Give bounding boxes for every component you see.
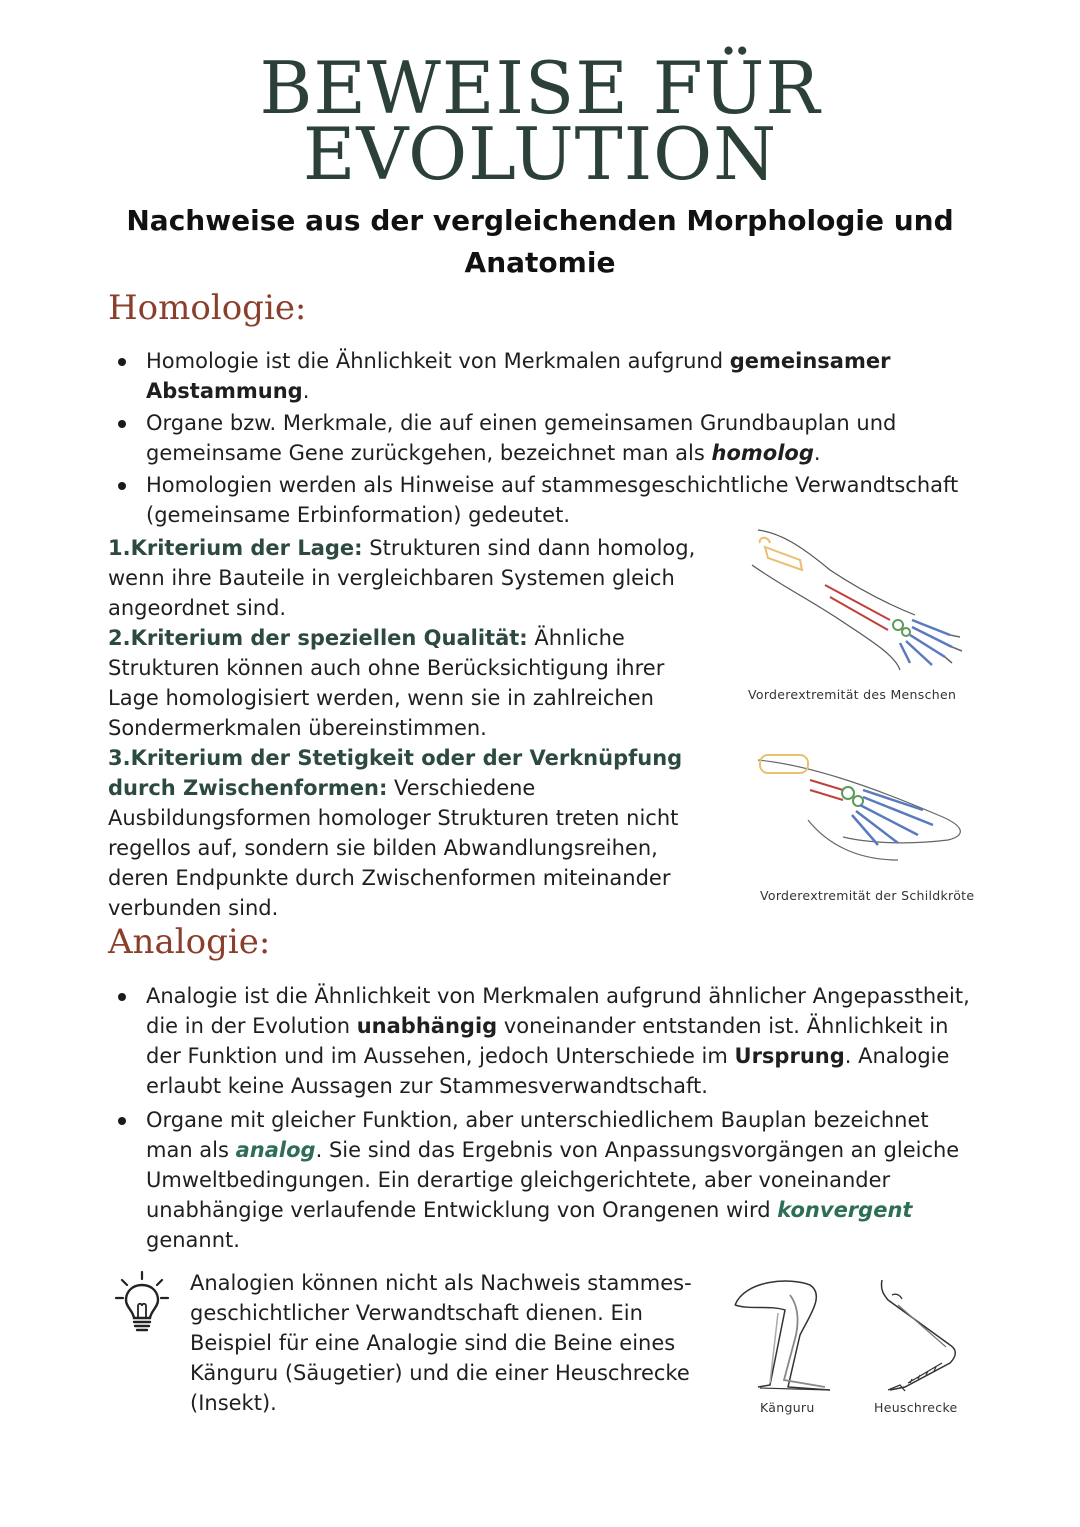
criterion-text: Ähnliche Strukturen können auch ohne Berücksichtigung ihrer Lage homologisiert werden, wenn sie in zahlreichen Sondermerkmalen übereinstimmen. (108, 626, 665, 740)
bullet-dot (118, 358, 126, 366)
kangaroo-leg-illustration (730, 1275, 840, 1400)
criterion-label: 3.Kriterium der Stetigkeit oder der Verknüpfung durch Zwischenformen: (108, 746, 683, 800)
criterion-2 (108, 623, 708, 743)
criteria-block (108, 533, 708, 923)
criterion-label: 1.Kriterium der Lage: (108, 536, 363, 560)
homologie-heading: Homologie: (108, 288, 307, 328)
bullet-bold: gemeinsamer Abstammung (146, 349, 891, 403)
turtle-forelimb-caption: Vorderextremität der Schildkröte (760, 888, 975, 903)
bullet-bold-italic: konvergent (777, 1198, 913, 1222)
turtle-forelimb-illustration (748, 745, 973, 880)
bullet-text: . (302, 379, 310, 403)
human-forelimb-caption: Vorderextremität des Menschen (748, 687, 957, 702)
list-item (108, 346, 988, 406)
analogie-heading: Analogie: (108, 922, 271, 962)
list-item (108, 981, 978, 1101)
bullet-bold-italic: analog (235, 1138, 316, 1162)
bullet-text: . (813, 441, 821, 465)
page-title (0, 46, 1080, 196)
human-forelimb-illustration (740, 525, 970, 685)
criterion-text: Strukturen sind dann homolog, wenn ihre Bauteile in vergleichbaren Systemen gleich angeordnet sind. (108, 536, 696, 620)
homologie-bullet-list (108, 346, 988, 532)
bullet-text: . Analogie erlaubt keine Aussagen zur Stammesverwandtschaft. (146, 1044, 950, 1098)
analogie-tip-text: Analogien können nicht als Nachweis stammes-geschichtlicher Verwandtschaft dienen. Ein Beispiel für eine Analogie sind die Beine eines Känguru (Säugetier) und die einer Heuschrecke (Insekt). (190, 1271, 692, 1415)
list-item (108, 470, 988, 530)
page-subtitle (110, 200, 970, 284)
bullet-dot (118, 482, 126, 490)
subtitle-line-1: Nachweise aus der vergleichenden Morphologie und (126, 204, 954, 237)
bullet-text: Homologie ist die Ähnlichkeit von Merkmalen aufgrund (146, 349, 730, 373)
criterion-3 (108, 743, 708, 923)
criterion-text: Verschiedene Ausbildungsformen homologer Strukturen treten nicht regellos auf, sondern sie bilden Abwandlungsreihen, deren Endpunkte durch Zwischenformen miteinander verbunden sind. (108, 776, 679, 920)
bullet-text: Analogie ist die Ähnlichkeit von Merkmalen aufgrund ähnlicher Angepasstheit, die in der Evolution (146, 984, 970, 1038)
bullet-bold: unabhängig (356, 1014, 498, 1038)
grasshopper-leg-illustration (870, 1275, 970, 1400)
bullet-text: Homologien werden als Hinweise auf stammesgeschichtliche Verwandtschaft (gemeinsame Erbinformation) gedeutet. (146, 473, 959, 527)
kangaroo-caption: Känguru (760, 1400, 815, 1415)
criterion-label: 2.Kriterium der speziellen Qualität: (108, 626, 528, 650)
bullet-bold: Ursprung (734, 1044, 845, 1068)
bullet-text: Organe bzw. Merkmale, die auf einen gemeinsamen Grundbauplan und gemeinsame Gene zurückgehen, bezeichnet man als (146, 411, 897, 465)
bullet-dot (118, 420, 126, 428)
criterion-1 (108, 533, 708, 623)
title-line-1: BEWEISE FÜR (259, 46, 821, 130)
bullet-bold-italic: homolog (711, 441, 814, 465)
analogie-bullet-list (108, 981, 978, 1257)
bullet-dot (118, 1117, 126, 1125)
list-item (108, 1105, 978, 1255)
grasshopper-caption: Heuschrecke (874, 1400, 958, 1415)
bullet-dot (118, 993, 126, 1001)
subtitle-line-2: Anatomie (464, 246, 616, 279)
title-line-2: EVOLUTION (302, 112, 778, 196)
bullet-text: Organe mit gleicher Funktion, aber unterschiedlichem Bauplan bezeichnet man als (146, 1108, 929, 1162)
bullet-text: voneinander entstanden ist. Ähnlichkeit in der Funktion und im Aussehen, jedoch Unterschiede im (146, 1014, 949, 1068)
bullet-text: genannt. (146, 1228, 240, 1252)
lightbulb-icon (114, 1270, 170, 1334)
list-item (108, 408, 988, 468)
bullet-text: . Sie sind das Ergebnis von Anpassungsvorgängen an gleiche Umweltbedingungen. Ein derartige gleichgerichtete, aber voneinander unabhängige verlaufende Entwicklung von Orangenen wird (146, 1138, 960, 1222)
